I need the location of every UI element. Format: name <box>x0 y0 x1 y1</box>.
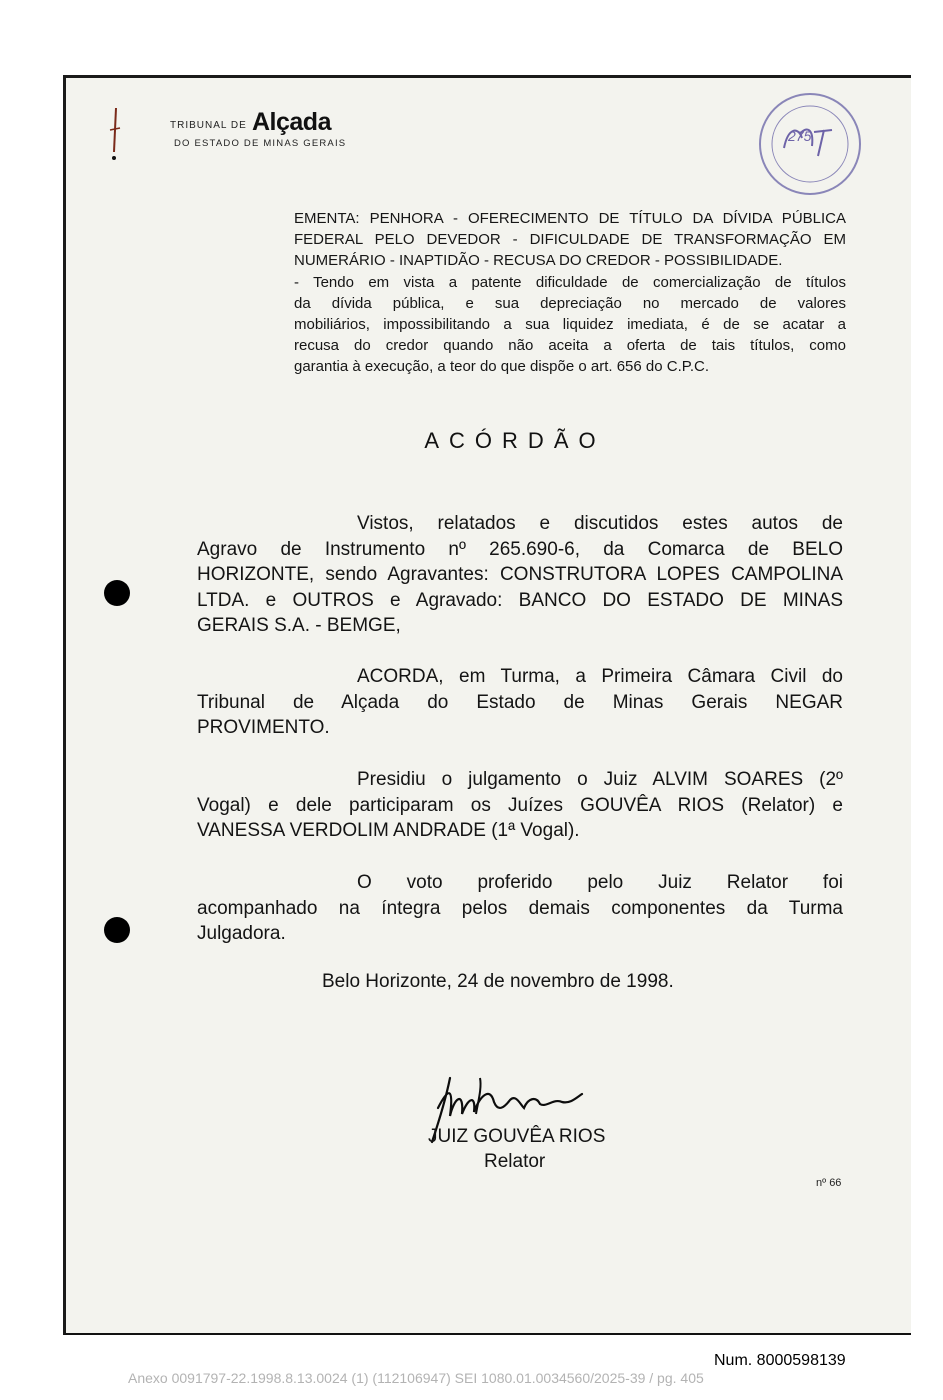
paragraph-line: acompanhado na íntegra pelos demais componentes da Turma <box>197 897 843 919</box>
paragraph-line: PROVIMENTO. <box>197 717 330 739</box>
paragraph-vistos <box>197 511 843 639</box>
document-title: ACÓRDÃO <box>424 428 606 453</box>
court-stamp <box>752 88 874 200</box>
page-number: nº 66 <box>816 1177 842 1189</box>
paragraph-line: Julgadora. <box>197 923 286 945</box>
court-logo <box>168 106 368 154</box>
ementa-line: recusa do credor quando não aceita a oferta de tais títulos, como <box>294 337 846 355</box>
paragraph-line: HORIZONTE, sendo Agravantes: CONSTRUTORA LOPES CAMPOLINA <box>197 564 843 586</box>
document-number: Num. 8000598139 <box>714 1352 846 1369</box>
logo-sub-text: DO ESTADO DE MINAS GERAIS <box>174 138 347 149</box>
ementa-block <box>294 208 846 378</box>
ementa-line: mobiliários, impossibilitando a sua liquidez imediata, é de se acatar a <box>294 316 846 334</box>
paragraph-line: Agravo de Instrumento nº 265.690-6, da Comarca de BELO <box>197 538 843 560</box>
paragraph-line: O voto proferido pelo Juiz Relator foi <box>357 872 843 893</box>
paragraph-acorda <box>197 664 843 741</box>
stamp-number: 275 <box>788 128 812 144</box>
logo-main-text: Alçada <box>252 108 331 136</box>
paragraph-line: LTDA. e OUTROS e Agravado: BANCO DO ESTADO DE MINAS <box>197 589 843 611</box>
paragraph-line: GERAIS S.A. - BEMGE, <box>197 615 401 637</box>
paragraph-line: Vistos, relatados e discutidos estes autos de <box>357 513 843 534</box>
paragraph-voto <box>197 870 843 947</box>
margin-mark <box>100 100 130 170</box>
paragraph-presidiu <box>197 767 843 844</box>
date-line: Belo Horizonte, 24 de novembro de 1998. <box>322 971 674 992</box>
logo-top-text: TRIBUNAL DE <box>170 120 247 131</box>
ementa-line: EMENTA: PENHORA - OFERECIMENTO DE TÍTULO DA DÍVIDA PÚBLICA <box>294 210 846 227</box>
ementa-line: FEDERAL PELO DEVEDOR - DIFICULDADE DE TRANSFORMAÇÃO EM <box>294 231 846 249</box>
ementa-line: - Tendo em vista a patente dificuldade de comercialização de títulos <box>294 273 846 291</box>
binder-hole <box>104 580 130 606</box>
paragraph-line: Presidiu o julgamento o Juiz ALVIM SOARES (2º <box>357 769 843 790</box>
ementa-line: NUMERÁRIO - INAPTIDÃO - RECUSA DO CREDOR - POSSIBILIDADE. <box>294 252 783 270</box>
binder-hole <box>104 917 130 943</box>
paragraph-line: Vogal) e dele participaram os Juízes GOUVÊA RIOS (Relator) e <box>197 794 843 816</box>
signer-name: JUIZ GOUVÊA RIOS <box>428 1126 606 1147</box>
signer-role: Relator <box>484 1151 546 1172</box>
paragraph-line: VANESSA VERDOLIM ANDRADE (1ª Vogal). <box>197 820 580 842</box>
ementa-line: da dívida pública, e sua depreciação no mercado de valores <box>294 294 846 312</box>
ementa-line: garantia à execução, a teor do que dispõe o art. 656 do C.P.C. <box>294 358 710 376</box>
paragraph-line: Tribunal de Alçada do Estado de Minas Gerais NEGAR <box>197 691 843 713</box>
document-reference: Anexo 0091797-22.1998.8.13.0024 (1) (112106947) SEI 1080.01.0034560/2025-39 / pg. 405 <box>128 1370 704 1386</box>
paragraph-line: ACORDA, em Turma, a Primeira Câmara Civil do <box>357 666 843 687</box>
